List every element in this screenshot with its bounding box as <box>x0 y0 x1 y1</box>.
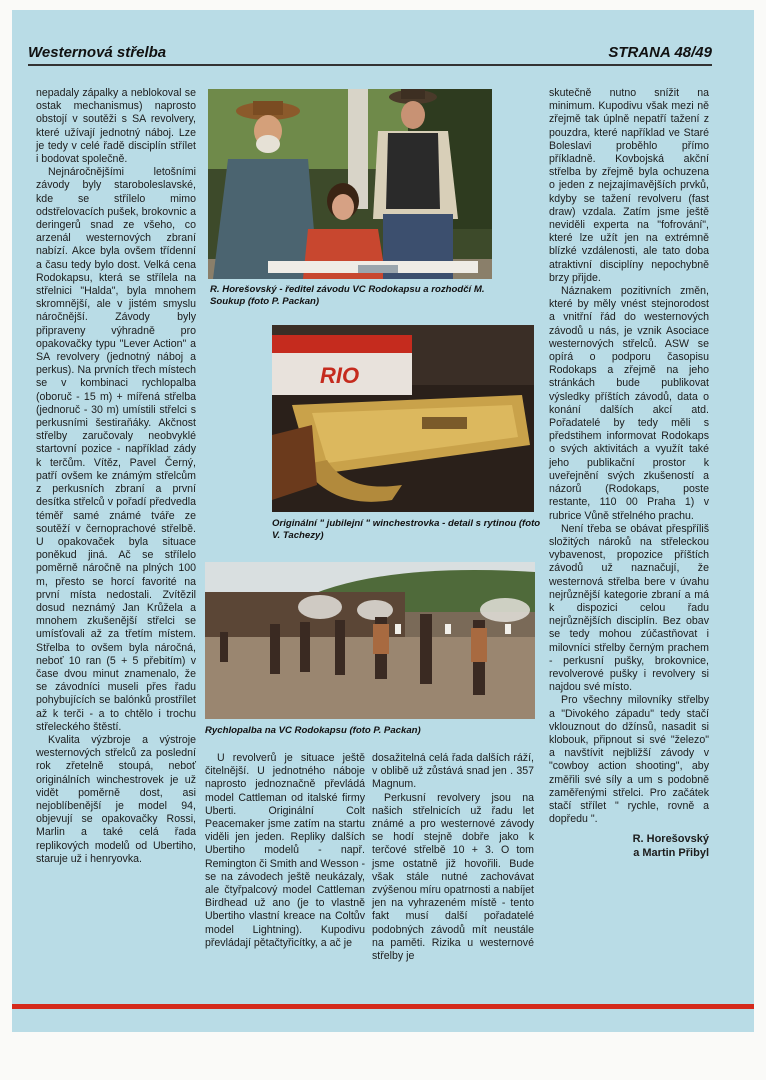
article-column-2b <box>372 752 534 963</box>
caption-photo-rapid-fire: Rychlopalba na VC Rodokapsu (foto P. Packan) <box>205 725 421 736</box>
paragraph: dosažitelná celá řada dalších ráží, v oblibě už zůstává snad jen . 357 Magnum. <box>372 752 534 791</box>
paragraph: Perkusní revolvery jsou na našich střelnicích už řadu let známé a pro westernové závody se hodí stejně dobře jako k terčové střelbě 10 + 3. O tom jsme ostatně již hovořili. Bude však stále nutné zachovávat zvýšenou míru opatrnosti a nabíjet jen na vyhrazeném místě - tento fakt musí další pořadatelé podobných závodů mít neustále na paměti. Rizika u westernové střelby je <box>372 791 534 963</box>
paragraph: Kvalita výzbroje a výstroje westernových střelců za poslední rok zřetelně stoupá, neboť originálních winchestrovek je už vidět poměrně dost, asi nejoblíbenější je model 94, objevují se opakovačky Rossi, Marlin a také celá řada replikových modelů od Ubertiho, staruje už i henryovka. <box>36 733 196 865</box>
page-header <box>28 44 712 64</box>
article-column-3 <box>549 87 709 860</box>
author-2: a Martin Přibyl <box>633 847 709 860</box>
paragraph: Není třeba se obávat přespříliš složitých nároků na střeleckou vybavenost, propozice příštích závodů už naznačují, že westernová střelba bere v úvahu nejrůznější kategorie zbraní a má k dispozici celou řadu nejrůznějších disciplín. Bez obav se tedy mohou zúčastňovat i milovníci střelby černým prachem - perkusní pušky, brokovnice, revolverové pušky i revolvery si najdou své místo. <box>549 522 709 694</box>
caption-photo-winchester: Originální " jubilejní " winchestrovka - detail s rytinou (foto V. Tachezy) <box>272 518 541 541</box>
paragraph: Náznakem pozitivních změn, které by měly vnést stejnorodost a vnitřní řád do westernových závodů u nás, je vznik Asociace westernových střelců. ASW se opírá o podporu časopisu Rodokaps a zřejmě na jeho stránkách bude publikovat výsledky příštích závodů, data o konání dalších akcí atd. Pořadatelé by tedy měli s předstihem informovat Rodokaps o svých aktivitách a využít také jeho publikační prostor k uveřejnění svých zkušeností a názorů (Rodokaps, poste restante, 110 00 Praha 1) v rubrice Vůně střelného prachu. <box>549 285 709 522</box>
author-signature <box>549 832 709 860</box>
ammo-box-label: RIO <box>320 363 360 388</box>
article-column-1 <box>36 87 196 866</box>
article-column-2a <box>205 752 365 950</box>
paragraph: U revolverů je situace ještě čitelnější. U jednotného náboje naprosto jednoznačně převládá model Cattleman od italské firmy Uberti. Originální Colt Peacemaker jsme zatím na startu viděli jen jeden. Repliky dalších Ubertiho modelů - např. Remington či Smith and Wesson - se na závodech ještě neukázaly, ale čtyřpalcový model Cattleman Birdhead už ano (je to vlastně Ubertiho vlastní kreace na Coltův model Lightning). Kupodivu převládají pětačtyřicítky, a ač je <box>205 752 365 949</box>
paragraph: skutečně nutno snížit na minimum. Kupodivu však mezi ně zřejmě tak úplně nepatří tažení z pouzdra, které například ve Staré Boleslavi proběhlo přímo příkladně. Kovbojská akční střelba by zřejmě byla ochuzena o jeden z nejzajímavějších prvků, kdyby se tažení revolveru (fast draw) vzdala. Zatím jsme ještě neviděli experta na "fofrování", které lze užít jen na extrémně blízké vzdálenosti, ale tato doba atraktivní disciplíny nepochybně brzy přijde. <box>549 87 709 284</box>
paragraph: Nejnáročnějšími letošními závody byly staroboleslavské, kde se střílelo mimo odstřelovacích pušek, brokovnic a deringerů snad ze všeho, co arzenál westernových zbraní nabízí. Akce byla ovšem třídenní a času tedy bylo dost. Velká cena Rodokapsu, která se střílela na střelnici "Halda", byla mnohem skromnější, ale v jistém smyslu náročnější. Závody byly připraveny výhradně pro opakovačky typu "Lever Action" a SA revolvery (jednotný náboj a perkus). Na prvních třech místech se v kombinaci rychlopalba (oboruč - 15 m) + mířená střelba (jednoruč - 30 m) umístili střelci s perkusními šestiraňáky. Akčnost střelby zaručovaly neobvyklé startovní pozice - například zády k terčům. Vítěz, Pavel Černý, patří ovšem ke známým střelcům z perkusních zbraní a první desítka střelců v pořadí předvedla téměř samé známé tváře ze soutěží v černoprachové střelbě. U opakovaček byla situace poněkud jiná. Ač se střílelo poměrně náročně na plných 100 m, přesto se horcí favorité na první místa nedostali. Zvítězil dosud neznámý Jan Krůžela a mnohem zkušenější střelci se umísťovali až za třetím místem. Střelba to ovšem byla náročná, neboť 10 ran (5 + 5 přebitím) v čase dvou minut znamenalo, že se závodníci museli přes řadu pohybujících se balónků prostřílet až k terči - a to chtělo i trochu střeleckého štěstí. <box>36 166 196 733</box>
section-title: Westernová střelba <box>28 44 167 61</box>
header-rule <box>28 64 712 66</box>
photo-rapid-fire <box>205 562 535 719</box>
caption-photo-judges: R. Horešovský - ředitel závodu VC Rodokapsu a rozhodčí M. Soukup (foto P. Packan) <box>210 284 485 307</box>
footer-red-bar <box>12 1004 754 1009</box>
paragraph: nepadaly zápalky a neblokoval se ostak mechanismus) naprosto obstojí v soutěži s SA revolvery, které užívají jednotný náboj. Lze je tedy v celé řadě disciplín střílet i bodovat společně. <box>36 87 196 166</box>
paragraph: Pro všechny milovníky střelby a "Divokého západu" tedy stačí vklouznout do džínsů, nasadit si klobouk, připnout si své "železo" a navštívit nejbližší závody v "cowboy action shooting", aby změřili své síly a um s podobně zaměřenými střelci. Pro začátek stačí střílet " rychle, rovně a dopředu ". <box>549 694 709 826</box>
photo-winchester <box>272 325 534 512</box>
page-number: STRANA 48/49 <box>608 44 712 61</box>
author-1: R. Horešovský <box>632 833 709 846</box>
photo-judges <box>208 89 492 279</box>
